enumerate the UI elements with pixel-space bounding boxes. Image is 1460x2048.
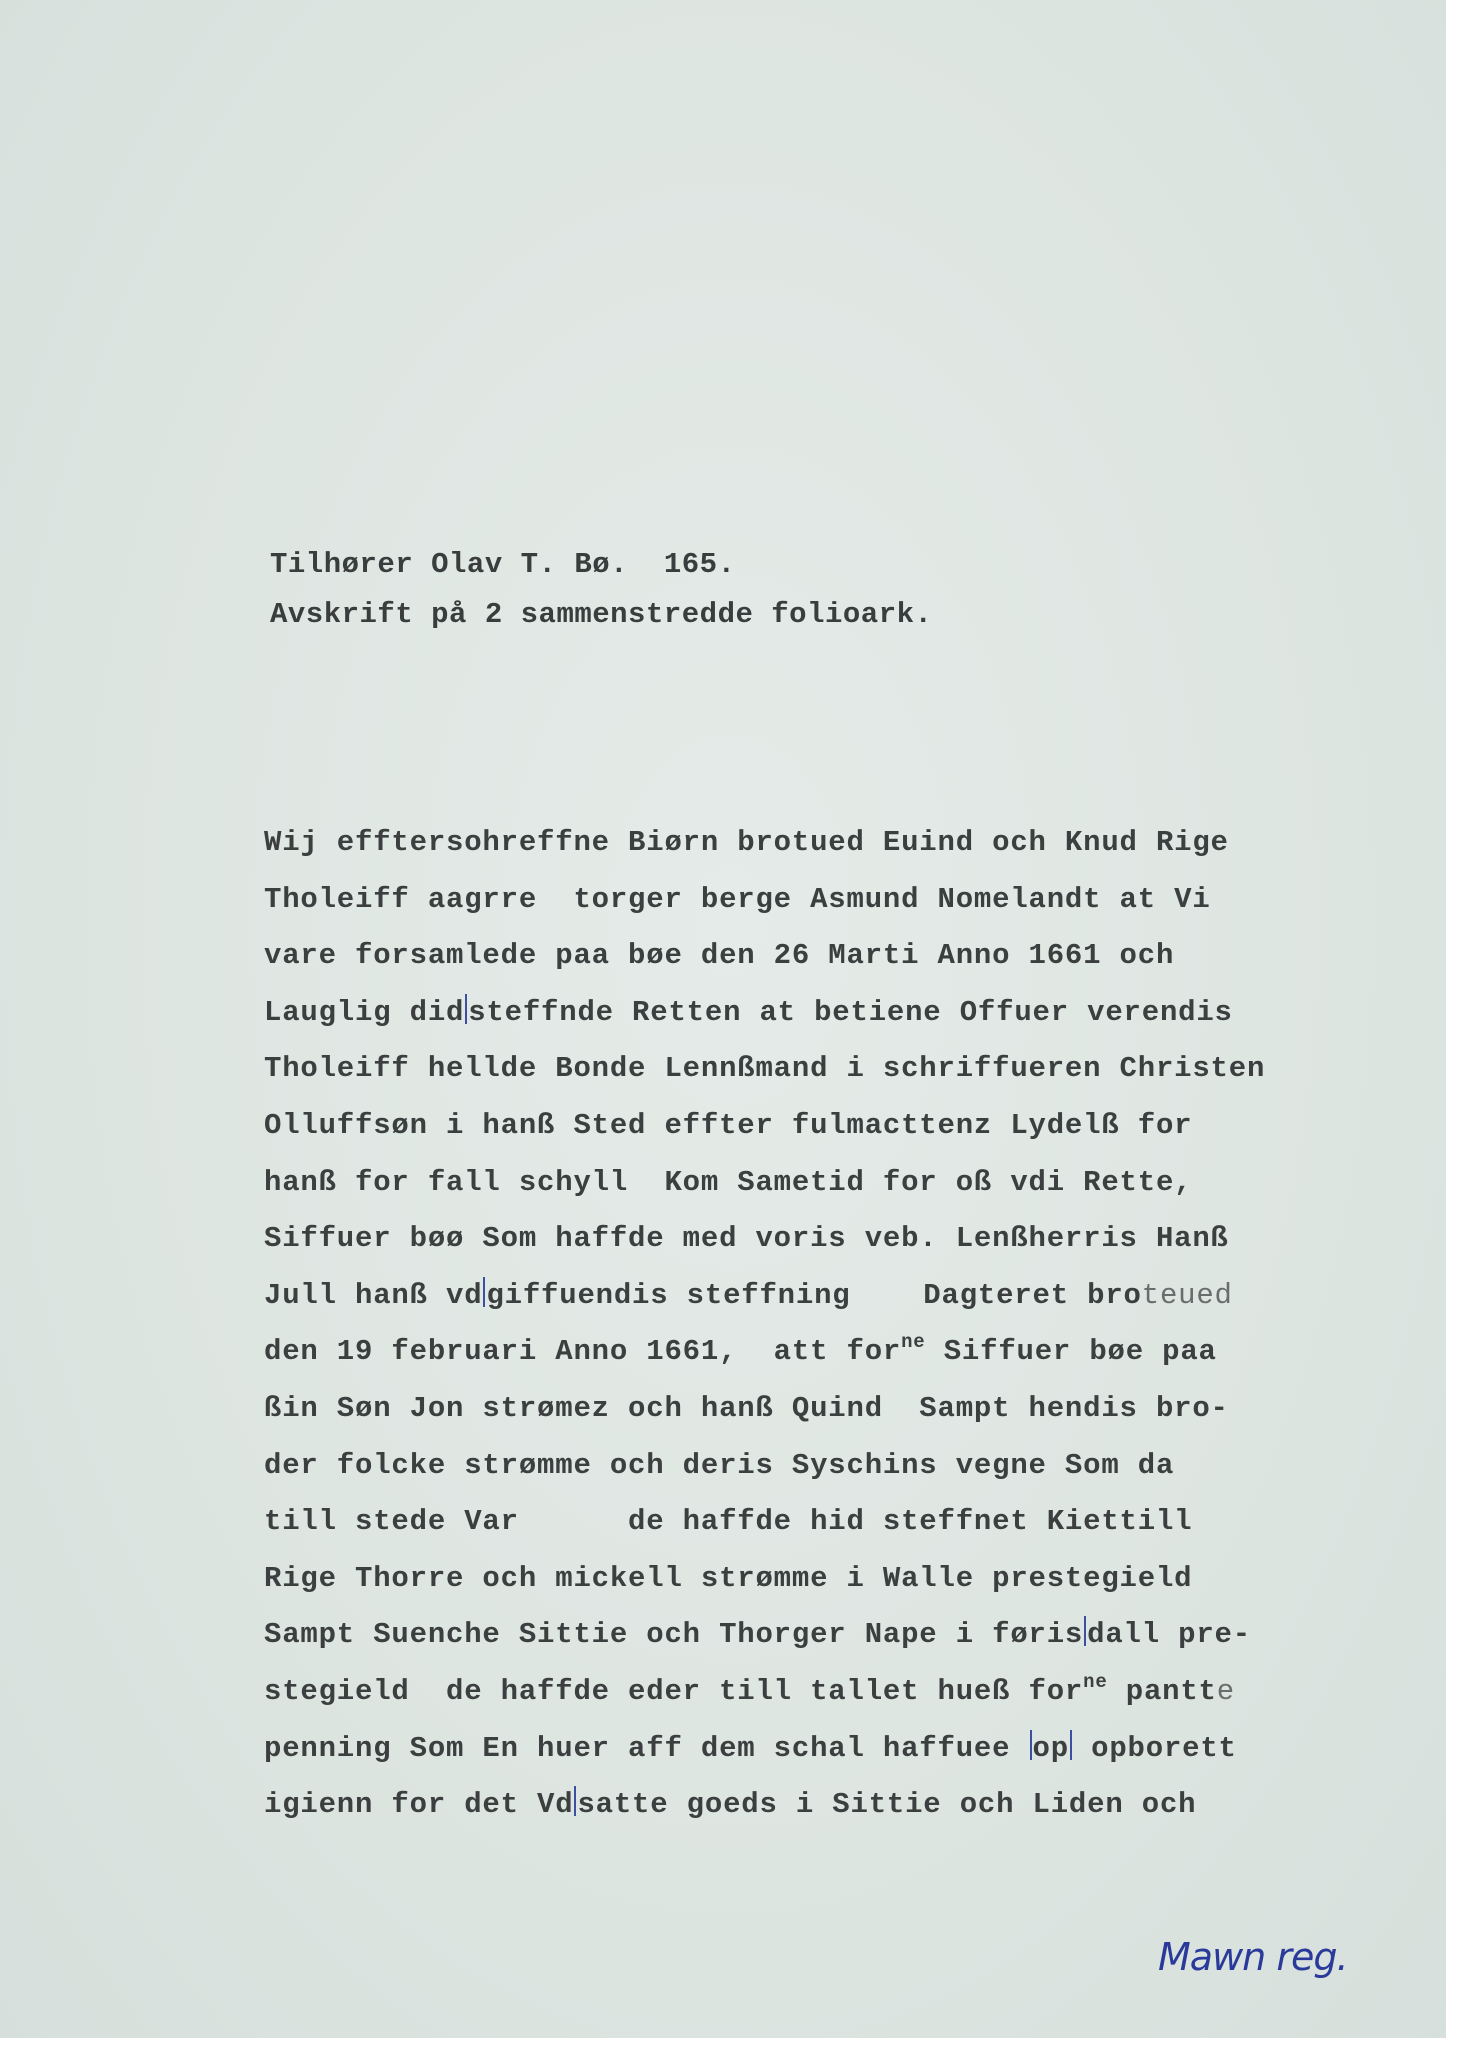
line-segment-post: giffuendis steffning Dagteret bro: [486, 1278, 1142, 1312]
transcription-line: [264, 1324, 1265, 1381]
line-segment-text: Tholeiff aagrre torger berge Asmund Nomelandt at Vi: [264, 882, 1211, 916]
line-segment-text: Olluffsøn i hanß Sted effter fulmacttenz Lydelß for: [264, 1108, 1193, 1142]
line-segment-pre: stegield de haffde eder till tallet hueß for: [264, 1674, 1084, 1708]
line-segment-text: ßin Søn Jon strømez och hanß Quind Sampt hendis bro-: [264, 1391, 1229, 1425]
document-header: [270, 540, 932, 640]
line-segment-text: till stede Var de haffde hid steffnet Kiettill: [264, 1505, 1193, 1539]
line-segment-pre: Sampt Suenche Sittie och Thorger Nape i føris: [264, 1618, 1084, 1652]
insertion-mark: [465, 994, 467, 1024]
transcription-line: [264, 1438, 1265, 1495]
insertion-mark-2: [1070, 1730, 1072, 1760]
line-segment-post: steffnde Retten at betiene Offuer verendis: [468, 995, 1233, 1029]
line-segment-text: Tholeiff hellde Bonde Lennßmand i schriffueren Christen: [264, 1052, 1266, 1086]
transcription-line: [264, 1041, 1265, 1098]
line-segment-pre: igienn for det Vd: [264, 1788, 574, 1822]
transcription-line: [264, 1664, 1265, 1721]
transcription-line: [264, 1777, 1265, 1834]
line-segment-post: op: [1032, 1731, 1069, 1765]
transcription-line: [264, 872, 1265, 929]
transcription-line: [264, 1551, 1265, 1608]
transcription-line: [264, 1494, 1265, 1551]
transcription-line: [264, 1211, 1265, 1268]
line-segment-text: Wij efftersohreffne Biørn brotued Euind och Knud Rige: [264, 826, 1229, 859]
line-segment-post2: opborett: [1072, 1731, 1237, 1765]
line-segment-text: der folcke strømme och deris Syschins vegne Som da: [264, 1448, 1175, 1482]
line-segment-light: teued: [1141, 1278, 1233, 1312]
transcription-line: [264, 1268, 1265, 1325]
line-segment-pre: den 19 februari Anno 1661, att for: [264, 1335, 902, 1369]
transcription-line: [264, 1607, 1265, 1664]
insertion-mark: [1084, 1616, 1086, 1646]
owner-line: Tilhører Olav T. Bø. 165.: [270, 548, 736, 581]
transcription-line: [264, 928, 1265, 985]
line-segment-sup: ne: [1083, 1670, 1108, 1693]
page-edge-bottom: [0, 2038, 1460, 2048]
transcription-line: [264, 985, 1265, 1042]
line-segment-pre: penning Som En huer aff dem schal haffuee: [264, 1731, 1029, 1765]
insertion-mark: [1030, 1730, 1032, 1760]
line-segment-post: pantt: [1107, 1674, 1217, 1708]
transcription-body: [264, 815, 1265, 1834]
line-segment-pre: Lauglig did: [264, 995, 465, 1029]
line-segment-post: Siffuer bøe paa: [925, 1335, 1217, 1369]
line-segment-post: satte goeds i Sittie och Liden och: [577, 1788, 1197, 1822]
transcription-line: [264, 1721, 1265, 1778]
line-segment-sup: ne: [901, 1331, 926, 1354]
transcription-line: [264, 815, 1265, 872]
line-segment-text: Siffuer bøø Som haffde med voris veb. Lenßherris Hanß: [264, 1222, 1229, 1256]
transcription-line: [264, 1155, 1265, 1212]
handwritten-note: Mawn reg.: [1158, 1935, 1348, 1979]
line-segment-text: Rige Thorre och mickell strømme i Walle prestegield: [264, 1561, 1193, 1595]
line-segment-text: vare forsamlede paa bøe den 26 Marti Anno 1661 och: [264, 939, 1175, 973]
description-line: Avskrift på 2 sammenstredde folioark.: [270, 598, 933, 631]
line-segment-text: hanß for fall schyll Kom Sametid for oß vdi Rette,: [264, 1165, 1193, 1199]
line-segment-post: dall pre-: [1087, 1618, 1251, 1652]
line-segment-light: e: [1216, 1674, 1235, 1708]
line-segment-pre: Jull hanß vd: [264, 1278, 483, 1312]
transcription-line: [264, 1098, 1265, 1155]
page-edge-right: [1446, 0, 1460, 2048]
transcription-line: [264, 1381, 1265, 1438]
